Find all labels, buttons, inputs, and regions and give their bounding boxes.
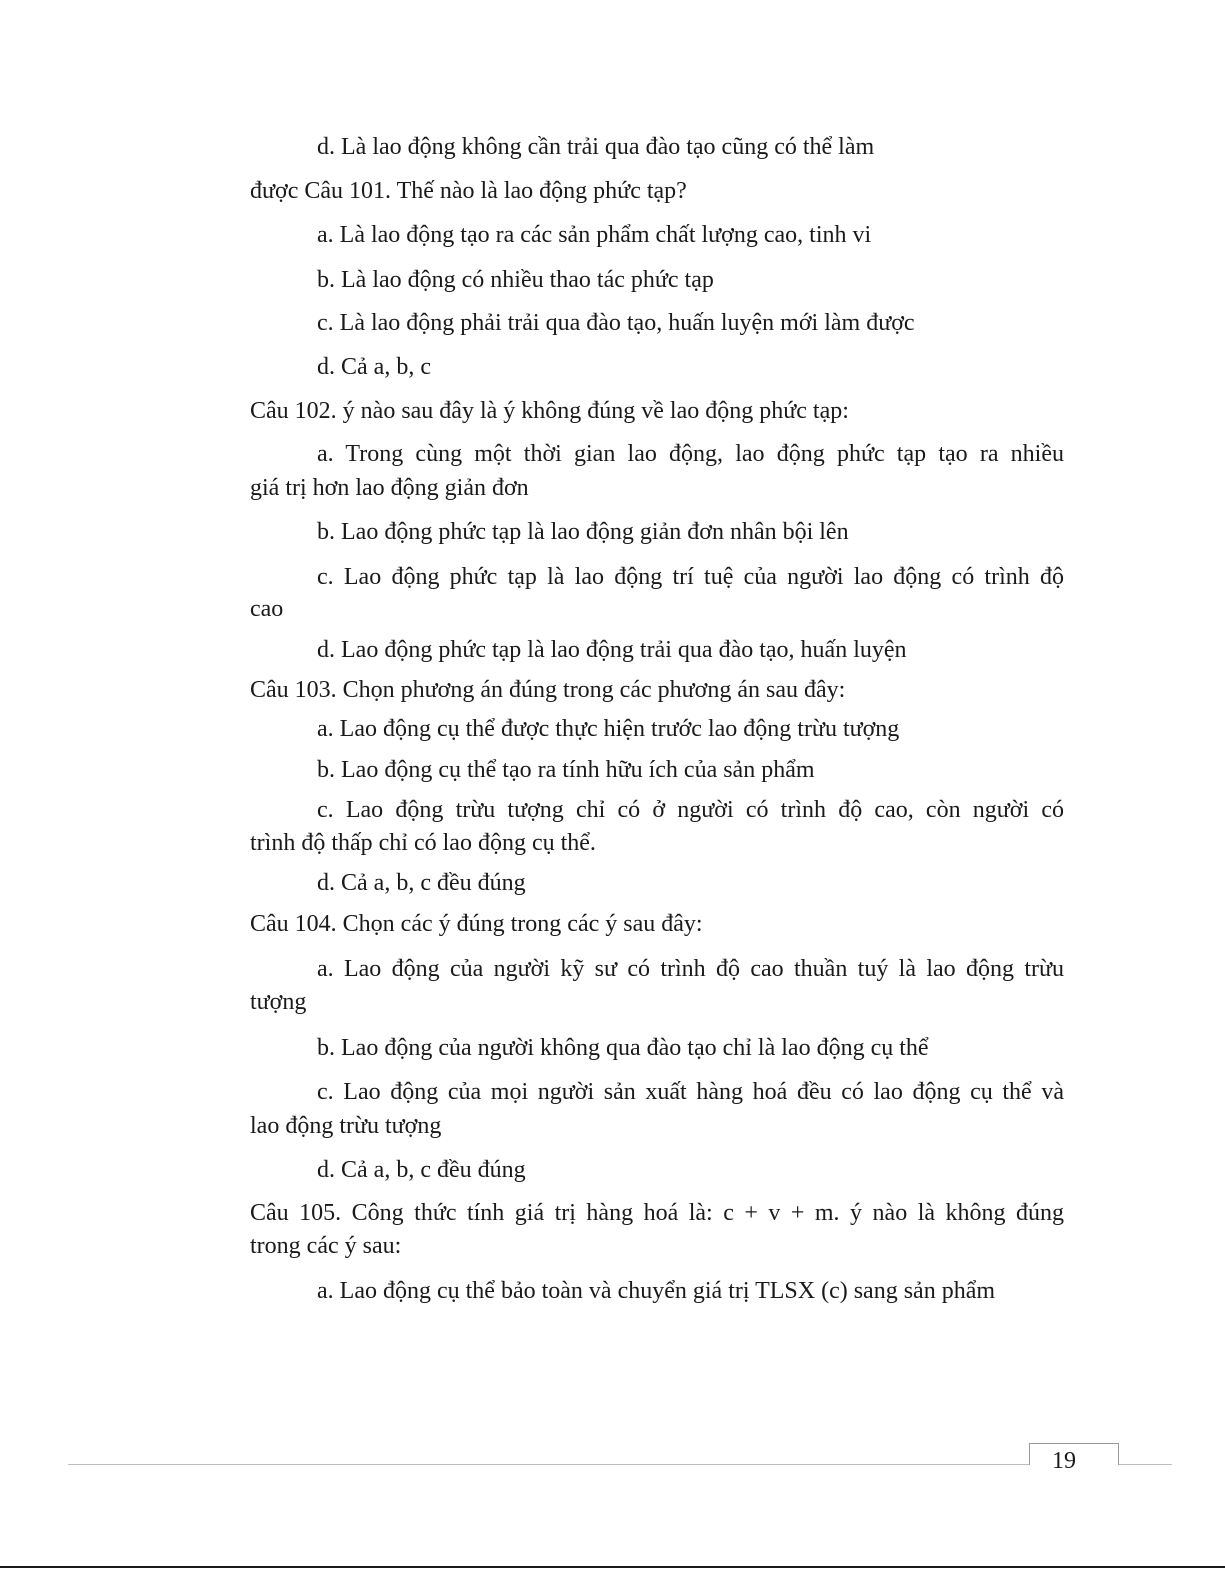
- text-line: c. Lao động phức tạp là lao động trí tuệ của người lao động có trình độ: [317, 564, 1064, 590]
- text-line: a. Trong cùng một thời gian lao động, lao động phức tạp tạo ra nhiều: [317, 441, 1064, 467]
- page-number: 19: [1052, 1448, 1076, 1474]
- page-bottom-edge: [0, 1566, 1225, 1568]
- text-line: trình độ thấp chỉ có lao động cụ thể.: [250, 830, 596, 856]
- text-line: d. Là lao động không cần trải qua đào tạo cũng có thể làm: [317, 134, 875, 160]
- question-102-title: Câu 102. ý nào sau đây là ý không đúng về lao động phức tạp:: [250, 398, 849, 424]
- footer-rule: [68, 1464, 1172, 1465]
- question-104-title: Câu 104. Chọn các ý đúng trong các ý sau đây:: [250, 911, 703, 937]
- text-line: d. Lao động phức tạp là lao động trải qua đào tạo, huấn luyện: [317, 637, 907, 663]
- question-105-title: Câu 105. Công thức tính giá trị hàng hoá là: c + v + m. ý nào là không đúng: [250, 1200, 1064, 1226]
- text-line: c. Lao động trừu tượng chỉ có ở người có trình độ cao, còn người có: [317, 797, 1064, 823]
- text-line: a. Lao động của người kỹ sư có trình độ cao thuần tuý là lao động trừu: [317, 956, 1064, 982]
- text-line: b. Lao động của người không qua đào tạo chỉ là lao động cụ thể: [317, 1035, 929, 1061]
- text-line: d. Cả a, b, c: [317, 354, 431, 380]
- text-line: b. Lao động phức tạp là lao động giản đơn nhân bội lên: [317, 519, 849, 545]
- question-101-title: được Câu 101. Thế nào là lao động phức tạp?: [250, 178, 687, 204]
- question-103-title: Câu 103. Chọn phương án đúng trong các phương án sau đây:: [250, 677, 846, 703]
- text-line: lao động trừu tượng: [250, 1113, 442, 1139]
- text-line: a. Lao động cụ thể bảo toàn và chuyển giá trị TLSX (c) sang sản phẩm: [317, 1278, 996, 1304]
- text-line: trong các ý sau:: [250, 1233, 402, 1259]
- text-line: b. Là lao động có nhiều thao tác phức tạp: [317, 267, 714, 293]
- text-line: tượng: [250, 989, 307, 1015]
- text-line: b. Lao động cụ thể tạo ra tính hữu ích của sản phẩm: [317, 757, 815, 783]
- text-line: d. Cả a, b, c đều đúng: [317, 870, 526, 896]
- text-line: c. Là lao động phải trải qua đào tạo, huấn luyện mới làm được: [317, 310, 915, 336]
- text-line: d. Cả a, b, c đều đúng: [317, 1157, 526, 1183]
- text-line: a. Là lao động tạo ra các sản phẩm chất lượng cao, tinh vi: [317, 222, 872, 248]
- text-line: cao: [250, 596, 284, 622]
- text-line: c. Lao động của mọi người sản xuất hàng hoá đều có lao động cụ thể và: [317, 1079, 1064, 1105]
- text-line: a. Lao động cụ thể được thực hiện trước lao động trừu tượng: [317, 716, 900, 742]
- text-line: giá trị hơn lao động giản đơn: [250, 475, 529, 501]
